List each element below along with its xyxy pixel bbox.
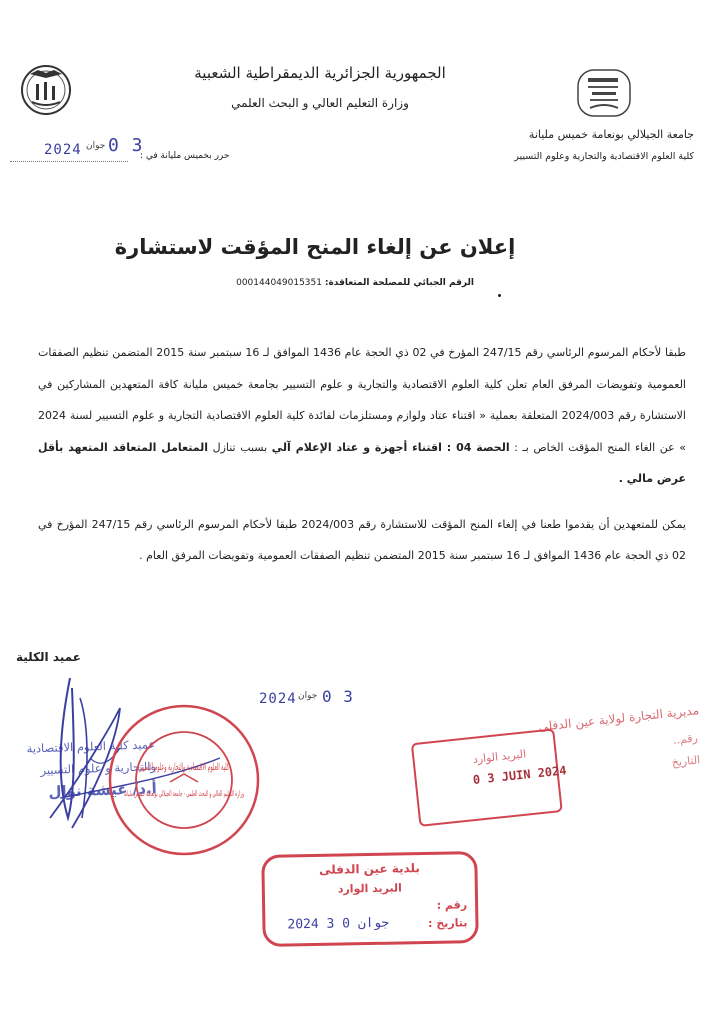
header-date-year: 2024	[44, 142, 82, 158]
commerce-stamp-date: 0 3 JUIN 2024	[472, 763, 568, 788]
municipality-stamp-date: 2024 جوان 0 3	[287, 915, 390, 933]
dean-label: عميد الكلية	[16, 650, 81, 664]
municipality-stamp-number: رقم :	[436, 898, 468, 912]
lot-4-label: الحصة 04 : اقتناء أجهزة و عتاد الإعلام آلي	[271, 440, 510, 454]
commerce-stamp-mail: البريد الوارد	[472, 747, 527, 766]
municipality-stamp-mail: البريد الوارد	[337, 881, 402, 896]
university-logo	[576, 68, 632, 118]
municipality-stamp-title: بلدية عين الدفلى	[318, 861, 420, 877]
commerce-stamp	[410, 703, 708, 829]
made-in-label: حرر بخميس مليانة في :	[140, 151, 230, 161]
commerce-stamp-number: رقم..	[672, 731, 699, 747]
commerce-stamp-title: مديرية التجارة لولاية عين الدفلى	[537, 703, 700, 734]
paragraph-2: يمكن للمتعهدين أن يقدموا طعنا في إلغاء المنح المؤقت للاستشارة رقم 2024/003 طبقا لأحكام المرسوم الرئاسي رقم 247/15 المؤرخ في 02 ذي الحجة عام 1436 الموافق لـ 16 سبتمبر سنة 2015 المتضمن تنظيم الصفقات العمومية وتفويضات المرفق العام .	[38, 517, 686, 562]
university-name: جامعة الجيلالي بونعامة خميس مليانة	[528, 128, 694, 141]
stray-dot	[498, 294, 501, 297]
fiscal-number	[236, 278, 474, 288]
faculty-round-seal	[104, 700, 264, 860]
seal-outer-text: وزارة التعليم العالي و البحث العلمي - جامعة الجيلالي بونعامة خميس مليانة	[124, 789, 245, 798]
paragraph-1	[38, 337, 686, 495]
dean-stamp-line1: عميد كلية العلوم الاقتصادية	[26, 737, 156, 756]
seal-inner-text: كلية العلوم الاقتصادية والتجارية وعلوم التسيير	[138, 762, 230, 773]
signature-date-year: 2024	[259, 691, 297, 707]
commerce-stamp-date-label: التاريخ	[671, 753, 701, 770]
ministry-heading: وزارة التعليم العالي و البحث العلمي	[231, 96, 409, 110]
dean-stamp-line3: أ.د/ عيشة نوال	[48, 779, 158, 801]
republic-heading: الجمهورية الجزائرية الديمقراطية الشعبية	[194, 64, 446, 82]
signature-date-month: جوان	[298, 691, 318, 701]
header-date-day: 0 3	[108, 135, 144, 156]
p1-text: طبقا لأحكام المرسوم الرئاسي رقم 247/15 المؤرخ في 02 ذي الحجة عام 1436 الموافق لـ 16 سبتمبر سنة 2015 المتضمن تنظيم الصفقات العمومية وتفويضات المرفق العام تعلن كلية العلوم الاقتصادية والتجارية و علوم التسيير بجامعة خميس مليانة كافة المتعهدين المشاركين في الاستشارة رقم 2024/003 المتعلقة بعملية « اقتناء عتاد ولوازم ومستلزمات لفائدة كلية العلوم الاقتصادية التجارية و علوم التسيير لسنة 2024 » عن الغاء المنح المؤقت الخاص بـ :	[38, 346, 686, 454]
faculty-name: كلية العلوم الاقتصادية والتجارية وعلوم التسيير	[514, 151, 694, 162]
dean-stamp-line2: والتجارية و علوم التسيير	[40, 759, 157, 778]
municipality-stamp-date-label: بتاريخ :	[427, 916, 468, 930]
ministry-logo	[18, 62, 74, 118]
announcement-body	[38, 337, 686, 572]
municipality-stamp	[261, 851, 479, 947]
p1-reason-bold: المتعامل المتعاقد المتعهد بأقل عرض مالي .	[38, 440, 686, 485]
fiscal-number-value: 000144049015351	[236, 278, 322, 288]
p1-reason: بسبب تنازل	[212, 440, 268, 454]
header-date-month: جوان	[86, 141, 106, 151]
seal-svg	[104, 700, 264, 860]
fiscal-number-label: الرقم الجبائي للمصلحة المتعاقدة:	[324, 278, 474, 288]
signature-date-day: 0 3	[322, 687, 354, 706]
document-title: إعلان عن إلغاء المنح المؤقت لاستشارة	[114, 235, 516, 259]
